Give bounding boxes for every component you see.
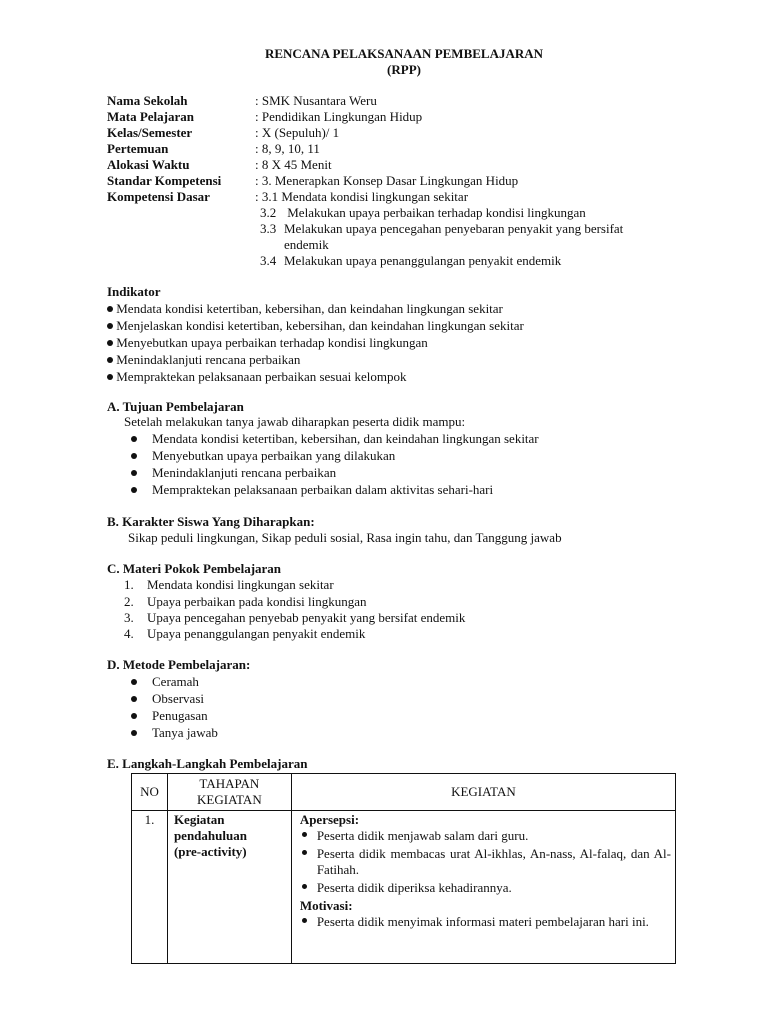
list-item xyxy=(131,674,199,690)
bullet-icon xyxy=(131,730,137,736)
bullet-icon xyxy=(302,884,307,889)
info-value: : 8 X 45 Menit xyxy=(255,157,332,172)
row-number-text: 1. xyxy=(144,812,155,827)
info-label: Standar Kompetensi xyxy=(107,173,222,188)
list-item xyxy=(131,725,218,741)
info-label: Mata Pelajaran xyxy=(107,109,195,124)
item-text: Upaya penanggulangan penyakit endemik xyxy=(147,626,366,641)
item-number: 1. xyxy=(124,577,134,592)
document-subtitle: (RPP) xyxy=(387,62,421,77)
list-item xyxy=(131,431,539,447)
list-item-text: Menjelaskan kondisi ketertiban, kebersihan, dan keindahan lingkungan sekitar xyxy=(116,318,524,333)
list-item xyxy=(131,482,493,498)
langkah-heading: E. Langkah-Langkah Pembelajaran xyxy=(107,756,308,771)
list-item xyxy=(131,691,204,707)
list-item xyxy=(131,708,208,724)
header-text: KEGIATAN xyxy=(197,792,262,807)
metode-heading: D. Metode Pembelajaran: xyxy=(107,657,251,672)
bullet-icon xyxy=(302,832,307,837)
list-item xyxy=(107,318,524,334)
info-value: : Pendidikan Lingkungan Hidup xyxy=(255,109,423,124)
kd-number: 3.2 xyxy=(260,205,277,220)
list-item-text: Peserta didik membacas urat Al-ikhlas, An-nass, Al-falaq, dan Al-Fatihah. xyxy=(316,846,671,877)
list-item xyxy=(107,335,428,351)
bullet-icon xyxy=(107,323,113,329)
numbered-item xyxy=(124,577,334,593)
table-header-row xyxy=(132,774,676,811)
indikator-heading: Indikator xyxy=(107,284,161,299)
karakter-text: Sikap peduli lingkungan, Sikap peduli sosial, Rasa ingin tahu, dan Tanggung jawab xyxy=(128,530,562,545)
bullet-icon xyxy=(107,306,113,312)
bullet-icon xyxy=(302,850,307,855)
info-label: Nama Sekolah xyxy=(107,93,188,108)
bullet-icon xyxy=(131,487,137,493)
row-number xyxy=(132,811,168,964)
column-header-tahapan xyxy=(167,774,291,811)
list-item-text: Mendata kondisi ketertiban, kebersihan, dan keindahan lingkungan sekitar xyxy=(152,431,539,446)
bullet-icon xyxy=(107,374,113,380)
kd-item xyxy=(260,205,586,221)
info-label: Kompetensi Dasar xyxy=(107,189,210,204)
list-item xyxy=(131,448,395,464)
kd-text: Melakukan upaya pencegahan penyebaran penyakit yang bersifat xyxy=(284,221,624,236)
info-value: : SMK Nusantara Weru xyxy=(255,93,377,108)
item-number: 4. xyxy=(124,626,134,641)
materi-heading: C. Materi Pokok Pembelajaran xyxy=(107,561,282,576)
kd-text: Melakukan upaya penanggulangan penyakit endemik xyxy=(284,253,562,268)
tujuan-intro: Setelah melakukan tanya jawab diharapkan peserta didik mampu: xyxy=(124,414,466,429)
info-value: : 3.1 Mendata kondisi lingkungan sekitar xyxy=(255,189,469,204)
table-row xyxy=(132,811,676,964)
info-label: Pertemuan xyxy=(107,141,169,156)
list-item xyxy=(300,846,671,878)
info-label: Alokasi Waktu xyxy=(107,157,190,172)
bullet-icon xyxy=(131,696,137,702)
row-kegiatan xyxy=(291,811,675,964)
bullet-icon xyxy=(107,357,113,363)
list-item-text: Observasi xyxy=(152,691,204,706)
kd-text: endemik xyxy=(284,237,329,252)
list-item-text: Ceramah xyxy=(152,674,199,689)
karakter-heading: B. Karakter Siswa Yang Diharapkan: xyxy=(107,514,315,529)
kd-number: 3.4 xyxy=(260,253,277,268)
list-item-text: Menindaklanjuti rencana perbaikan xyxy=(116,352,301,367)
numbered-item xyxy=(124,610,465,626)
list-item xyxy=(131,465,336,481)
kd-item xyxy=(260,253,561,269)
apersepsi-heading: Apersepsi: xyxy=(299,812,360,827)
item-text: Upaya pencegahan penyebab penyakit yang bersifat endemik xyxy=(147,610,466,625)
bullet-icon xyxy=(302,918,307,923)
numbered-item xyxy=(124,594,367,610)
tahapan-text: pendahuluan xyxy=(173,828,247,843)
list-item xyxy=(300,880,671,896)
list-item xyxy=(300,828,671,844)
info-value: : 3. Menerapkan Konsep Dasar Lingkungan Hidup xyxy=(255,173,519,188)
header-text: TAHAPAN xyxy=(199,776,260,791)
item-number: 2. xyxy=(124,594,134,609)
list-item-text: Mempraktekan pelaksanaan perbaikan sesuai kelompok xyxy=(116,369,407,384)
bullet-icon xyxy=(131,470,137,476)
bullet-icon xyxy=(107,340,113,346)
list-item-text: Menyebutkan upaya perbaikan yang dilakukan xyxy=(152,448,396,463)
tahapan-text: (pre-activity) xyxy=(173,844,247,859)
list-item-text: Mendata kondisi ketertiban, kebersihan, dan keindahan lingkungan sekitar xyxy=(116,301,503,316)
numbered-item xyxy=(124,626,365,642)
list-item-text: Penugasan xyxy=(152,708,208,723)
list-item-text: Menyebutkan upaya perbaikan terhadap kondisi lingkungan xyxy=(116,335,428,350)
tahapan-text: Kegiatan xyxy=(173,812,225,827)
info-value: : 8, 9, 10, 11 xyxy=(255,141,320,156)
bullet-icon xyxy=(131,679,137,685)
bullet-icon xyxy=(131,436,137,442)
list-item-text: Peserta didik menjawab salam dari guru. xyxy=(316,828,529,843)
motivasi-heading: Motivasi: xyxy=(299,898,353,913)
tujuan-heading: A. Tujuan Pembelajaran xyxy=(107,399,244,414)
list-item xyxy=(107,352,300,368)
list-item-text: Mempraktekan pelaksanaan perbaikan dalam aktivitas sehari-hari xyxy=(152,482,494,497)
kd-item xyxy=(260,221,623,237)
column-header-kegiatan xyxy=(291,774,675,811)
item-number: 3. xyxy=(124,610,134,625)
column-header-no xyxy=(132,774,168,811)
item-text: Mendata kondisi lingkungan sekitar xyxy=(147,577,334,592)
list-item-text: Peserta didik menyimak informasi materi pembelajaran hari ini. xyxy=(316,914,649,929)
list-item-text: Menindaklanjuti rencana perbaikan xyxy=(152,465,337,480)
list-item xyxy=(300,914,671,930)
list-item xyxy=(107,369,406,385)
kd-text: Melakukan upaya perbaikan terhadap kondisi lingkungan xyxy=(284,205,586,220)
list-item-text: Tanya jawab xyxy=(152,725,218,740)
header-text: KEGIATAN xyxy=(451,784,516,799)
kd-item xyxy=(260,237,329,253)
header-text: NO xyxy=(140,784,159,799)
bullet-icon xyxy=(131,453,137,459)
bullet-icon xyxy=(131,713,137,719)
row-tahapan xyxy=(167,811,291,964)
info-value: : X (Sepuluh)/ 1 xyxy=(255,125,340,140)
kd-number: 3.3 xyxy=(260,221,277,236)
item-text: Upaya perbaikan pada kondisi lingkungan xyxy=(147,594,367,609)
info-label: Kelas/Semester xyxy=(107,125,193,140)
list-item-text: Peserta didik diperiksa kehadirannya. xyxy=(316,880,512,895)
document-title: RENCANA PELAKSANAAN PEMBELAJARAN xyxy=(264,46,544,61)
list-item xyxy=(107,301,503,317)
langkah-table xyxy=(131,773,676,964)
